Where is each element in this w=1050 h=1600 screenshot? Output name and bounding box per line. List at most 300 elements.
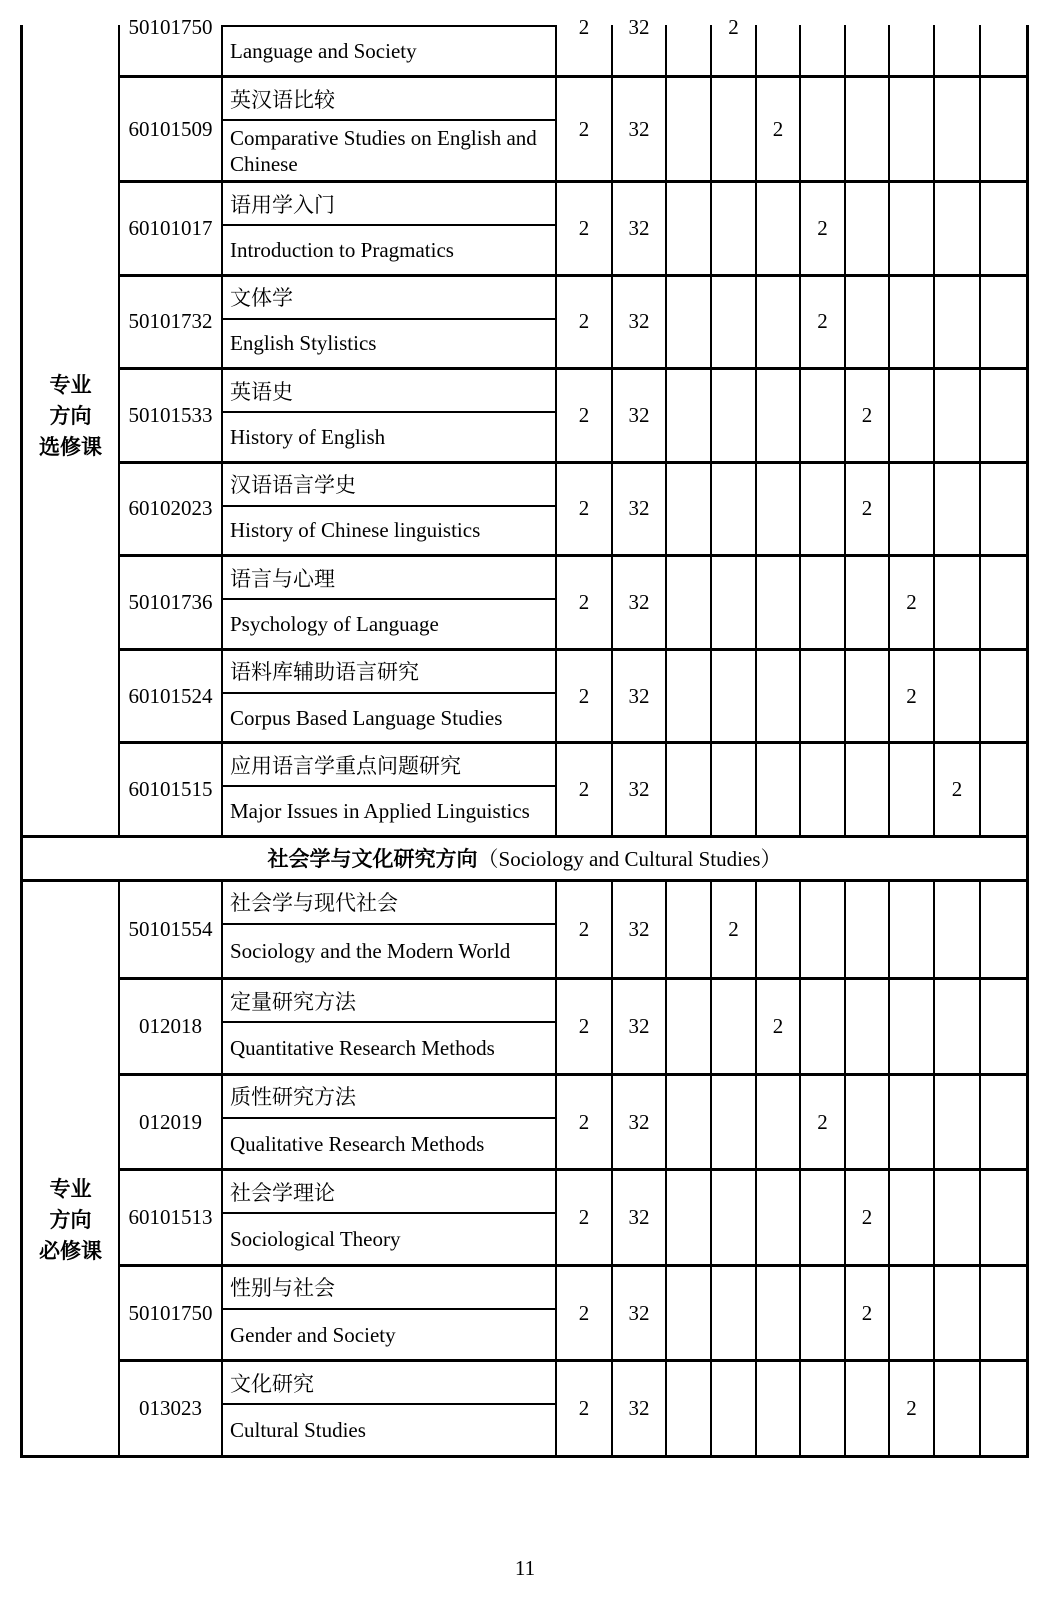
course-code: 013023 (139, 1396, 202, 1421)
semester-cell-3 (757, 882, 801, 978)
course-code-cell (120, 980, 223, 1073)
course-credits: 2 (578, 1014, 590, 1039)
semester-cell-3 (757, 557, 801, 648)
semester-cell-1 (667, 882, 712, 978)
semester-cell-8 (981, 1362, 1026, 1455)
semester-cell-3 (757, 1267, 801, 1360)
semester-cell-6 (890, 980, 935, 1073)
semester-cell-3 (757, 1076, 801, 1169)
course-row (120, 15, 1026, 75)
semester-cell-4 (801, 183, 846, 274)
course-name-en: Corpus Based Language Studies (230, 705, 503, 730)
course-code-cell (120, 1362, 223, 1455)
course-name-en: Cultural Studies (230, 1418, 366, 1443)
course-name-cell (223, 370, 557, 461)
category-label-line: 方向 (49, 405, 92, 429)
course-name-en: Language and Society (230, 39, 417, 63)
semester-cell-7 (935, 1362, 981, 1455)
course-hours: 32 (628, 496, 650, 521)
semester-hours-value: 2 (906, 1396, 917, 1421)
course-credits-cell (557, 1362, 613, 1455)
semester-cell-6 (890, 78, 935, 180)
course-code-cell (120, 183, 223, 274)
semester-cell-1 (667, 78, 712, 180)
semester-cell-3 (757, 25, 801, 75)
semester-cell-1 (667, 1076, 712, 1169)
semester-cell-7 (935, 1171, 981, 1264)
semester-cell-6 (890, 557, 935, 648)
semester-cell-1 (667, 370, 712, 461)
semester-cell-2 (712, 1171, 757, 1264)
course-hours: 32 (628, 116, 650, 141)
course-code: 012019 (139, 1109, 202, 1134)
course-name-en: Gender and Society (230, 1322, 396, 1347)
semester-hours-value: 2 (728, 15, 739, 39)
semester-hours-value: 2 (906, 683, 917, 708)
course-code: 50101554 (128, 917, 213, 942)
course-name-zh: 质性研究方法 (223, 1076, 555, 1119)
category-label-line: 专业 (49, 1177, 92, 1201)
semester-cell-2 (712, 744, 757, 835)
semester-hours-value: 2 (728, 917, 739, 942)
semester-cell-8 (981, 1076, 1026, 1169)
course-credits: 2 (578, 777, 590, 802)
course-code-cell (120, 557, 223, 648)
semester-cell-8 (981, 882, 1026, 978)
course-row (120, 977, 1026, 1073)
page-number: 11 (514, 1556, 536, 1580)
semester-cell-4 (801, 1267, 846, 1360)
course-credits-cell (557, 370, 613, 461)
course-credits: 2 (578, 1109, 590, 1134)
course-name-en: Sociological Theory (230, 1227, 401, 1252)
semester-hours-value: 2 (861, 496, 873, 521)
semester-cell-8 (981, 464, 1026, 555)
course-hours-cell (613, 557, 667, 648)
curriculum-table (20, 15, 1029, 1458)
course-hours-cell (613, 980, 667, 1073)
semester-cell-5 (846, 370, 890, 461)
semester-cell-2 (712, 464, 757, 555)
semester-cell-1 (667, 1171, 712, 1264)
course-code-cell (120, 15, 223, 75)
semester-cell-7 (935, 557, 981, 648)
semester-cell-2 (712, 183, 757, 274)
page-break-clipped-value (578, 15, 590, 39)
course-credits: 2 (578, 1205, 590, 1230)
course-credits-cell (557, 557, 613, 648)
course-row (120, 741, 1026, 835)
course-code: 50101750 (128, 15, 213, 39)
semester-cell-6 (890, 744, 935, 835)
course-name-cell (223, 183, 557, 274)
semester-cell-1 (667, 980, 712, 1073)
semester-cell-3 (757, 1171, 801, 1264)
course-name-zh: 社会学理论 (223, 1171, 555, 1214)
course-credits-cell (557, 882, 613, 978)
semester-hours-value: 2 (861, 1300, 873, 1325)
semester-cell-2 (712, 557, 757, 648)
semester-cell-2 (712, 78, 757, 180)
semester-cell-4 (801, 744, 846, 835)
course-credits: 2 (578, 402, 590, 427)
semester-cell-7 (935, 78, 981, 180)
course-row (120, 1073, 1026, 1169)
semester-cell-5 (846, 1267, 890, 1360)
semester-cell-5 (846, 651, 890, 742)
course-hours: 32 (628, 917, 650, 942)
semester-cell-2 (712, 651, 757, 742)
semester-cell-2 (712, 1076, 757, 1169)
semester-cell-3 (757, 1362, 801, 1455)
semester-cell-6 (890, 183, 935, 274)
course-credits: 2 (578, 1396, 590, 1421)
semester-cell-4 (801, 882, 846, 978)
semester-cell-6 (890, 370, 935, 461)
course-name-zh: 语用学入门 (223, 183, 555, 226)
course-hours-cell (613, 464, 667, 555)
semester-cell-4 (801, 980, 846, 1073)
semester-cell-2 (712, 277, 757, 368)
course-code: 012018 (139, 1014, 202, 1039)
semester-hours-value: 2 (817, 215, 828, 240)
course-code-cell (120, 277, 223, 368)
course-credits: 2 (578, 496, 590, 521)
course-name-cell (223, 1267, 557, 1360)
course-row (120, 1264, 1026, 1360)
course-credits-cell (557, 277, 613, 368)
semester-cell-7 (935, 980, 981, 1073)
course-hours: 32 (628, 1300, 650, 1325)
semester-cell-1 (667, 651, 712, 742)
course-hours-cell (613, 1076, 667, 1169)
semester-cell-5 (846, 557, 890, 648)
course-credits: 2 (578, 683, 590, 708)
course-code-cell (120, 882, 223, 978)
course-name-en: English Stylistics (230, 331, 377, 356)
course-name-en: Introduction to Pragmatics (230, 237, 454, 262)
course-name-en: Comparative Studies on English and Chinese (230, 125, 537, 176)
course-name-cell (223, 744, 557, 835)
course-hours-cell (613, 15, 667, 75)
category-label-line: 专业 (49, 374, 92, 398)
semester-cell-5 (846, 1171, 890, 1264)
category-cell-electives (23, 25, 120, 835)
course-name-zh: 应用语言学重点问题研究 (223, 744, 555, 787)
course-name-cell (223, 651, 557, 742)
course-name-en: History of Chinese linguistics (230, 518, 481, 543)
course-name-zh: 社会学与现代社会 (223, 882, 555, 925)
semester-cell-1 (667, 1362, 712, 1455)
page-break-clipped-value (628, 15, 650, 39)
category-cell-required (23, 882, 120, 1455)
semester-cell-3 (757, 464, 801, 555)
semester-cell-8 (981, 744, 1026, 835)
course-hours: 32 (628, 1205, 650, 1230)
course-name-cell (223, 1362, 557, 1455)
course-name-zh: 汉语语言学史 (223, 464, 555, 507)
course-name-cell (223, 277, 557, 368)
semester-cell-2 (712, 1362, 757, 1455)
semester-cell-4 (801, 277, 846, 368)
semester-cell-6 (890, 1076, 935, 1169)
course-hours-cell (613, 1362, 667, 1455)
semester-cell-1 (667, 464, 712, 555)
course-name-zh: 英汉语比较 (223, 78, 555, 121)
semester-cell-7 (935, 277, 981, 368)
course-hours: 32 (628, 309, 650, 334)
course-name-cell (223, 25, 557, 75)
course-row (120, 648, 1026, 742)
course-row (120, 554, 1026, 648)
course-name-zh: 文体学 (223, 277, 555, 320)
course-credits: 2 (578, 15, 590, 39)
semester-cell-1 (667, 183, 712, 274)
semester-cell-6 (890, 651, 935, 742)
semester-cell-3 (757, 744, 801, 835)
course-hours: 32 (628, 1396, 650, 1421)
semester-hours-value: 2 (772, 1014, 784, 1039)
course-section-electives (23, 15, 1026, 835)
semester-cell-6 (890, 1362, 935, 1455)
course-row (120, 274, 1026, 368)
course-rows (120, 15, 1026, 835)
course-credits-cell (557, 1267, 613, 1360)
category-label-line: 选修课 (39, 436, 102, 460)
course-hours-cell (613, 1267, 667, 1360)
semester-cell-1 (667, 25, 712, 75)
semester-cell-3 (757, 980, 801, 1073)
semester-cell-5 (846, 1076, 890, 1169)
category-label-line: 方向 (49, 1208, 92, 1232)
course-name-cell (223, 557, 557, 648)
semester-hours-value: 2 (817, 1109, 828, 1134)
semester-cell-5 (846, 980, 890, 1073)
course-credits-cell (557, 464, 613, 555)
semester-cell-4 (801, 370, 846, 461)
semester-cell-7 (935, 370, 981, 461)
semester-cell-3 (757, 651, 801, 742)
course-row (120, 75, 1026, 180)
page-break-clipped-value (128, 15, 213, 39)
course-hours-cell (613, 744, 667, 835)
semester-cell-3 (757, 277, 801, 368)
course-credits-cell (557, 1171, 613, 1264)
semester-cell-8 (981, 25, 1026, 75)
course-section-required (23, 882, 1026, 1455)
course-hours-cell (613, 1171, 667, 1264)
course-name-en: Psychology of Language (230, 612, 439, 637)
course-credits-cell (557, 1076, 613, 1169)
course-hours: 32 (628, 215, 650, 240)
section-title-en: （Sociology and Cultural Studies） (477, 847, 782, 872)
course-hours: 32 (628, 777, 650, 802)
course-credits-cell (557, 15, 613, 75)
semester-cell-6 (890, 1171, 935, 1264)
course-name-cell (223, 882, 557, 978)
semester-cell-8 (981, 557, 1026, 648)
semester-hours-value: 2 (951, 777, 963, 802)
course-name-en: Major Issues in Applied Linguistics (230, 799, 530, 824)
semester-cell-7 (935, 25, 981, 75)
course-code: 50101533 (128, 402, 213, 427)
semester-cell-2 (712, 882, 757, 978)
course-row (120, 367, 1026, 461)
course-code-cell (120, 370, 223, 461)
semester-hours-value: 2 (861, 1205, 873, 1230)
course-hours: 32 (628, 402, 650, 427)
course-credits: 2 (578, 1300, 590, 1325)
course-code-cell (120, 78, 223, 180)
semester-cell-5 (846, 277, 890, 368)
course-credits: 2 (578, 215, 590, 240)
course-row (120, 1359, 1026, 1455)
semester-cell-8 (981, 277, 1026, 368)
semester-cell-4 (801, 651, 846, 742)
category-label-line: 必修课 (39, 1239, 102, 1263)
course-code: 50101750 (128, 1300, 213, 1325)
semester-cell-2 (712, 1267, 757, 1360)
semester-cell-6 (890, 25, 935, 75)
semester-cell-5 (846, 25, 890, 75)
course-code-cell (120, 744, 223, 835)
semester-cell-4 (801, 78, 846, 180)
semester-cell-7 (935, 464, 981, 555)
course-row (120, 882, 1026, 978)
course-hours-cell (613, 78, 667, 180)
semester-cell-4 (801, 464, 846, 555)
course-code: 60101515 (128, 777, 213, 802)
course-name-cell (223, 78, 557, 180)
course-row (120, 180, 1026, 274)
semester-cell-3 (757, 370, 801, 461)
semester-cell-4 (801, 557, 846, 648)
semester-cell-6 (890, 277, 935, 368)
course-hours: 32 (628, 1109, 650, 1134)
course-credits: 2 (578, 917, 590, 942)
course-name-cell (223, 980, 557, 1073)
course-name-zh: 性别与社会 (223, 1267, 555, 1310)
semester-cell-8 (981, 370, 1026, 461)
course-code-cell (120, 1171, 223, 1264)
course-rows (120, 882, 1026, 1455)
semester-cell-7 (935, 1076, 981, 1169)
course-row (120, 1168, 1026, 1264)
course-hours-cell (613, 651, 667, 742)
course-name-en: History of English (230, 424, 386, 449)
semester-cell-5 (846, 183, 890, 274)
course-name-cell (223, 464, 557, 555)
section-title-zh: 社会学与文化研究方向 (267, 848, 478, 872)
course-code: 60101524 (128, 683, 213, 708)
course-hours-cell (613, 277, 667, 368)
semester-cell-8 (981, 651, 1026, 742)
semester-cell-7 (935, 882, 981, 978)
semester-cell-5 (846, 1362, 890, 1455)
course-code-cell (120, 464, 223, 555)
course-code-cell (120, 1267, 223, 1360)
course-name-en: Qualitative Research Methods (230, 1131, 485, 1156)
course-name-cell (223, 1076, 557, 1169)
semester-cell-5 (846, 78, 890, 180)
section-header-row (23, 835, 1026, 882)
course-code: 50101732 (128, 309, 213, 334)
course-hours-cell (613, 370, 667, 461)
semester-cell-8 (981, 78, 1026, 180)
semester-cell-8 (981, 980, 1026, 1073)
semester-cell-1 (667, 557, 712, 648)
semester-cell-1 (667, 277, 712, 368)
semester-cell-1 (667, 1267, 712, 1360)
page-break-clipped-value (728, 15, 739, 39)
semester-hours-value: 2 (772, 116, 784, 141)
course-name-zh: 文化研究 (223, 1362, 555, 1405)
course-hours: 32 (628, 590, 650, 615)
semester-cell-5 (846, 744, 890, 835)
semester-hours-value: 2 (906, 590, 917, 615)
course-credits-cell (557, 651, 613, 742)
semester-cell-6 (890, 464, 935, 555)
semester-cell-8 (981, 1171, 1026, 1264)
course-credits: 2 (578, 309, 590, 334)
semester-cell-6 (890, 882, 935, 978)
course-code: 60102023 (128, 496, 213, 521)
semester-cell-3 (757, 78, 801, 180)
semester-cell-7 (935, 651, 981, 742)
course-name-cell (223, 1171, 557, 1264)
course-name-en: Sociology and the Modern World (230, 939, 511, 964)
course-hours: 32 (628, 15, 650, 39)
course-code: 60101017 (128, 215, 213, 240)
semester-cell-3 (757, 183, 801, 274)
semester-cell-2 (712, 370, 757, 461)
semester-cell-6 (890, 1267, 935, 1360)
course-code: 60101509 (128, 116, 213, 141)
course-row (120, 461, 1026, 555)
course-hours: 32 (628, 1014, 650, 1039)
semester-cell-8 (981, 183, 1026, 274)
semester-cell-5 (846, 882, 890, 978)
course-credits-cell (557, 744, 613, 835)
semester-cell-1 (667, 744, 712, 835)
course-code: 50101736 (128, 590, 213, 615)
semester-cell-4 (801, 1171, 846, 1264)
course-credits: 2 (578, 590, 590, 615)
course-hours-cell (613, 183, 667, 274)
course-code: 60101513 (128, 1205, 213, 1230)
semester-hours-value: 2 (817, 309, 828, 334)
course-hours: 32 (628, 683, 650, 708)
course-credits-cell (557, 78, 613, 180)
semester-cell-4 (801, 1362, 846, 1455)
semester-cell-7 (935, 1267, 981, 1360)
course-code-cell (120, 1076, 223, 1169)
course-credits: 2 (578, 116, 590, 141)
course-name-zh: 定量研究方法 (223, 980, 555, 1023)
semester-cell-7 (935, 183, 981, 274)
semester-cell-4 (801, 25, 846, 75)
course-name-en: Quantitative Research Methods (230, 1036, 495, 1061)
course-credits-cell (557, 183, 613, 274)
course-hours-cell (613, 882, 667, 978)
course-name-zh: 语言与心理 (223, 557, 555, 600)
course-credits-cell (557, 980, 613, 1073)
semester-hours-value: 2 (861, 402, 873, 427)
course-code-cell (120, 651, 223, 742)
semester-cell-2 (712, 15, 757, 75)
semester-cell-8 (981, 1267, 1026, 1360)
semester-cell-4 (801, 1076, 846, 1169)
